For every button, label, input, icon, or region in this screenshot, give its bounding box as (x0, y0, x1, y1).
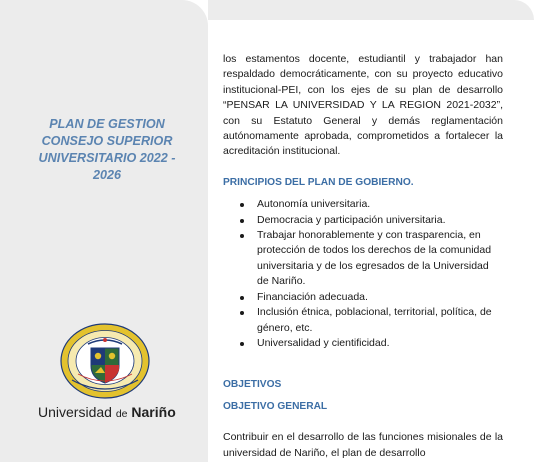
intro-paragraph: los estamentos docente, estudiantil y trabajador han respaldado democráticamente, con su proyecto educativo institucional-PEI, con los ejes de su plan de desarrollo “PENSAR LA UNIVERSIDAD Y LA REGION 2021-2032”, con su Estatuto General y demás reglamentación autónomamente aprobada, comprometidos a fortalecer la acreditación institucional. (223, 53, 503, 158)
university-seal-logo (58, 322, 152, 400)
university-name (38, 404, 178, 420)
plan-title (22, 116, 192, 184)
main-content (223, 52, 503, 461)
plan-title-line-4: 2026 (92, 168, 122, 182)
top-decorative-strip (208, 0, 534, 20)
university-name-place: Nariño (131, 404, 176, 420)
plan-title-line-3: UNIVERSITARIO 2022 - (38, 151, 176, 165)
list-item: Inclusión étnica, poblacional, territorial, política, de género, etc. (223, 305, 503, 336)
general-objective-paragraph: Contribuir en el desarrollo de las funciones misionales de la universidad de Nariño, el plan de desarrollo (223, 431, 503, 459)
plan-title-line-1: PLAN DE GESTION (49, 117, 165, 131)
list-item: Universalidad y cientificidad. (223, 336, 503, 351)
list-item: Autonomía universitaria. (223, 197, 503, 212)
principles-heading: PRINCIPIOS DEL PLAN DE GOBIERNO. (223, 176, 414, 188)
objectives-heading: OBJETIVOS (223, 379, 282, 391)
list-item: Financiación adecuada. (223, 290, 503, 305)
principles-list (223, 197, 503, 351)
list-item: Democracia y participación universitaria. (223, 213, 503, 228)
plan-title-line-2: CONSEJO SUPERIOR (41, 134, 173, 148)
university-name-connector: de (115, 408, 128, 420)
general-objective-heading: OBJETIVO GENERAL (223, 400, 328, 412)
list-item: Trabajar honorablemente y con trasparencia, en protección de todos los derechos de la comunidad universitaria y de los egresados de la Universidad de Nariño. (223, 228, 503, 290)
university-name-main: Universidad (38, 404, 112, 420)
